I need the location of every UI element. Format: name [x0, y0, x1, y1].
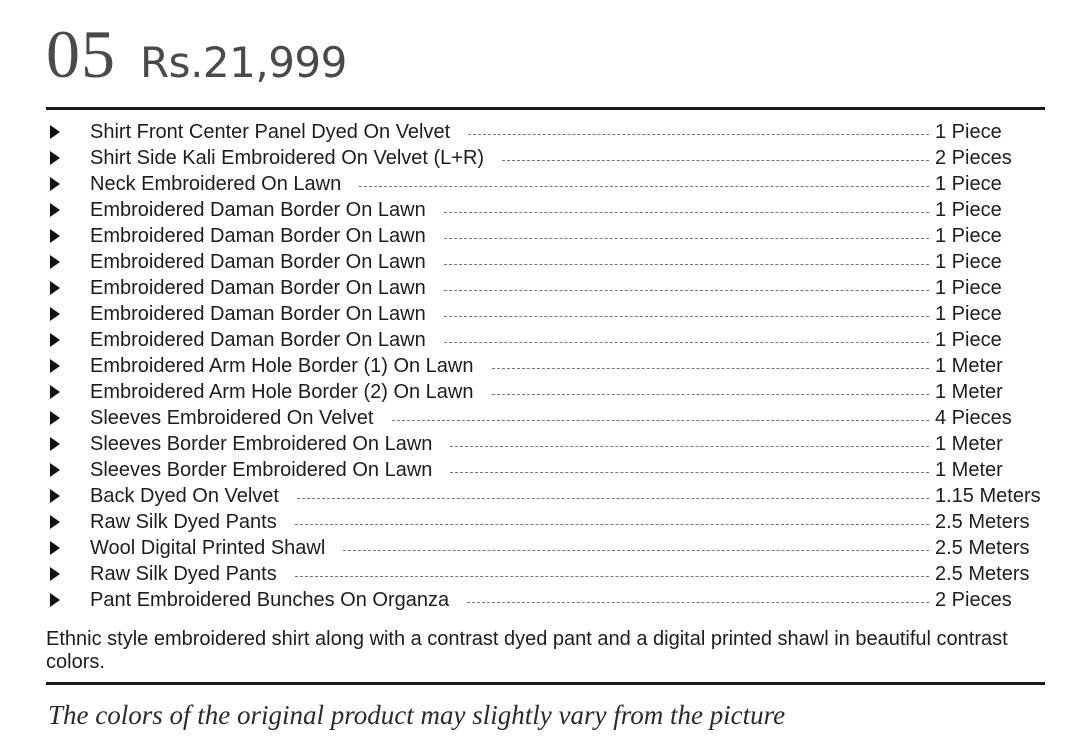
- dotted-leader: [444, 290, 929, 291]
- item-quantity: 1 Piece: [935, 303, 1002, 325]
- triangle-right-bullet-icon: [50, 255, 60, 269]
- color-disclaimer: The colors of the original product may slightly vary from the picture: [48, 700, 786, 730]
- dotted-leader: [492, 368, 930, 369]
- item-quantity: 1 Piece: [935, 277, 1002, 299]
- dotted-leader: [295, 576, 929, 577]
- triangle-right-bullet-icon: [50, 359, 60, 373]
- item-quantity: 2 Pieces: [935, 589, 1012, 611]
- item-quantity: 2 Pieces: [935, 147, 1012, 169]
- list-item: [46, 119, 1045, 145]
- product-description: Ethnic style embroidered shirt along with a contrast dyed pant and a digital printed shawl in beautiful contrast colors.: [46, 628, 1008, 673]
- product-number: 05: [46, 16, 116, 92]
- dotted-leader: [295, 524, 929, 525]
- list-item: [46, 275, 1045, 301]
- item-quantity: 1 Piece: [935, 173, 1002, 195]
- item-label: Embroidered Daman Border On Lawn: [90, 251, 426, 273]
- list-item: [46, 171, 1045, 197]
- list-item: [46, 353, 1045, 379]
- item-list: [46, 119, 1045, 613]
- item-label: Back Dyed On Velvet: [90, 485, 279, 507]
- dotted-leader: [297, 498, 929, 499]
- list-item: [46, 197, 1045, 223]
- dotted-leader: [450, 446, 929, 447]
- item-quantity: 2.5 Meters: [935, 537, 1030, 559]
- triangle-right-bullet-icon: [50, 203, 60, 217]
- item-label: Shirt Side Kali Embroidered On Velvet (L+R): [90, 147, 485, 169]
- item-quantity: 2.5 Meters: [935, 563, 1030, 585]
- item-label: Wool Digital Printed Shawl: [90, 537, 326, 559]
- item-quantity: 1 Piece: [935, 225, 1002, 247]
- dotted-leader: [444, 342, 929, 343]
- item-quantity: 1 Piece: [935, 329, 1002, 351]
- dotted-leader: [444, 316, 929, 317]
- list-item: [46, 561, 1045, 587]
- item-label: Embroidered Daman Border On Lawn: [90, 329, 426, 351]
- item-label: Neck Embroidered On Lawn: [90, 173, 342, 195]
- dotted-leader: [502, 160, 929, 161]
- item-quantity: 1 Meter: [935, 459, 1003, 481]
- triangle-right-bullet-icon: [50, 229, 60, 243]
- triangle-right-bullet-icon: [50, 593, 60, 607]
- list-item: [46, 587, 1045, 613]
- item-label: Shirt Front Center Panel Dyed On Velvet: [90, 121, 451, 143]
- item-quantity: 1 Piece: [935, 121, 1002, 143]
- triangle-right-bullet-icon: [50, 411, 60, 425]
- item-label: Embroidered Arm Hole Border (2) On Lawn: [90, 381, 474, 403]
- item-label: Sleeves Border Embroidered On Lawn: [90, 459, 433, 481]
- triangle-right-bullet-icon: [50, 515, 60, 529]
- dotted-leader: [450, 472, 929, 473]
- item-quantity: 1 Meter: [935, 355, 1003, 377]
- item-label: Pant Embroidered Bunches On Organza: [90, 589, 450, 611]
- dotted-leader: [444, 238, 929, 239]
- item-label: Embroidered Daman Border On Lawn: [90, 277, 426, 299]
- top-divider: [46, 107, 1045, 110]
- list-item: [46, 301, 1045, 327]
- triangle-right-bullet-icon: [50, 151, 60, 165]
- dotted-leader: [392, 420, 930, 421]
- dotted-leader: [444, 264, 929, 265]
- item-quantity: 4 Pieces: [935, 407, 1012, 429]
- dotted-leader: [359, 186, 929, 187]
- triangle-right-bullet-icon: [50, 463, 60, 477]
- list-item: [46, 223, 1045, 249]
- list-item: [46, 509, 1045, 535]
- triangle-right-bullet-icon: [50, 177, 60, 191]
- list-item: [46, 483, 1045, 509]
- item-label: Sleeves Border Embroidered On Lawn: [90, 433, 433, 455]
- list-item: [46, 535, 1045, 561]
- triangle-right-bullet-icon: [50, 437, 60, 451]
- list-item: [46, 379, 1045, 405]
- triangle-right-bullet-icon: [50, 567, 60, 581]
- list-item: [46, 431, 1045, 457]
- item-quantity: 1.15 Meters: [935, 485, 1041, 507]
- bottom-divider: [46, 682, 1045, 685]
- dotted-leader: [444, 212, 929, 213]
- list-item: [46, 327, 1045, 353]
- item-quantity: 1 Meter: [935, 381, 1003, 403]
- dotted-leader: [492, 394, 930, 395]
- item-quantity: 1 Piece: [935, 199, 1002, 221]
- triangle-right-bullet-icon: [50, 125, 60, 139]
- product-header: [46, 8, 347, 100]
- triangle-right-bullet-icon: [50, 281, 60, 295]
- item-quantity: 1 Meter: [935, 433, 1003, 455]
- list-item: [46, 145, 1045, 171]
- dotted-leader: [468, 134, 929, 135]
- product-price: Rs.21,999: [140, 38, 347, 87]
- item-label: Sleeves Embroidered On Velvet: [90, 407, 374, 429]
- item-label: Embroidered Daman Border On Lawn: [90, 225, 426, 247]
- dotted-leader: [467, 602, 929, 603]
- triangle-right-bullet-icon: [50, 385, 60, 399]
- item-quantity: 2.5 Meters: [935, 511, 1030, 533]
- item-quantity: 1 Piece: [935, 251, 1002, 273]
- triangle-right-bullet-icon: [50, 489, 60, 503]
- list-item: [46, 457, 1045, 483]
- item-label: Embroidered Daman Border On Lawn: [90, 199, 426, 221]
- triangle-right-bullet-icon: [50, 307, 60, 321]
- list-item: [46, 249, 1045, 275]
- item-label: Embroidered Arm Hole Border (1) On Lawn: [90, 355, 474, 377]
- list-item: [46, 405, 1045, 431]
- item-label: Raw Silk Dyed Pants: [90, 511, 277, 533]
- triangle-right-bullet-icon: [50, 541, 60, 555]
- dotted-leader: [343, 550, 929, 551]
- item-label: Embroidered Daman Border On Lawn: [90, 303, 426, 325]
- triangle-right-bullet-icon: [50, 333, 60, 347]
- item-label: Raw Silk Dyed Pants: [90, 563, 277, 585]
